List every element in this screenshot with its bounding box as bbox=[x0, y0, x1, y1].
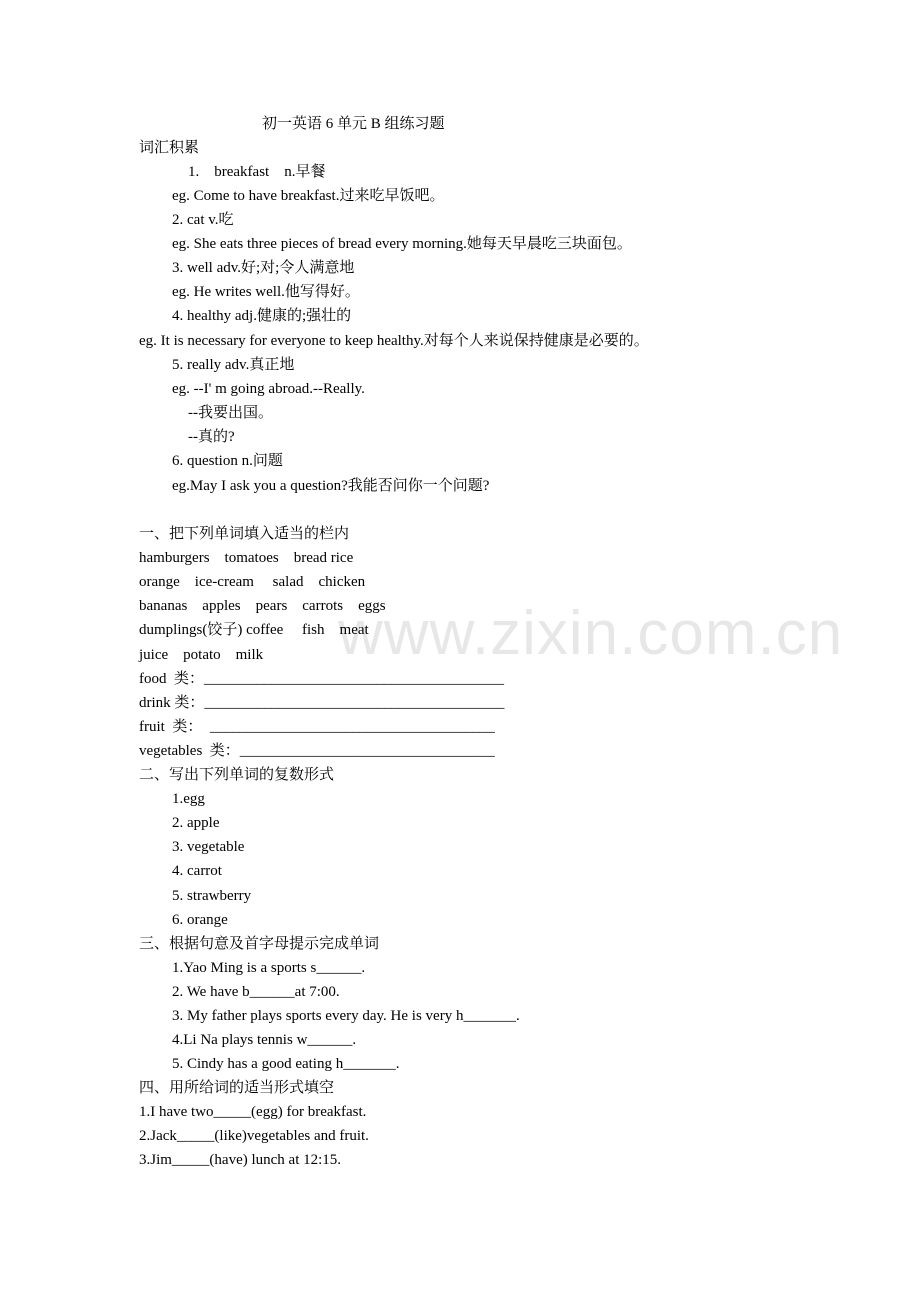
section1-heading: 一、把下列单词填入适当的栏内 bbox=[139, 526, 350, 542]
fill-letter-item: 5. Cindy has a good eating h_______. bbox=[172, 1056, 400, 1072]
vocab-line: 6. question n.问题 bbox=[172, 453, 283, 469]
plural-item: 3. vegetable bbox=[172, 839, 245, 855]
vocab-line: eg. Come to have breakfast.过来吃早饭吧。 bbox=[172, 188, 445, 204]
fill-letter-item: 3. My father plays sports every day. He is very h_______. bbox=[172, 1008, 520, 1024]
word-list-line: hamburgers tomatoes bread rice bbox=[139, 550, 354, 566]
word-list-line: orange ice-cream salad chicken bbox=[139, 574, 366, 590]
category-drink: drink 类：________________________________________ bbox=[139, 695, 505, 711]
vocab-heading: 词汇积累 bbox=[139, 140, 200, 156]
vocab-line: 5. really adv.真正地 bbox=[172, 357, 295, 373]
vocab-line: 3. well adv.好;对;令人满意地 bbox=[172, 260, 355, 276]
category-food: food 类：________________________________________ bbox=[139, 671, 504, 687]
fill-letter-item: 1.Yao Ming is a sports s______. bbox=[172, 960, 366, 976]
section3-heading: 三、根据句意及首字母提示完成单词 bbox=[139, 936, 380, 952]
fill-letter-item: 4.Li Na plays tennis w______. bbox=[172, 1032, 357, 1048]
vocab-line: eg. --I' m going abroad.--Really. bbox=[172, 381, 365, 397]
section2-heading: 二、写出下列单词的复数形式 bbox=[139, 767, 335, 783]
word-form-item: 2.Jack_____(like)vegetables and fruit. bbox=[139, 1128, 369, 1144]
vocab-line: eg. It is necessary for everyone to keep healthy.对每个人来说保持健康是必要的。 bbox=[139, 333, 649, 349]
category-fruit: fruit 类： ______________________________________ bbox=[139, 719, 495, 735]
word-form-item: 1.I have two_____(egg) for breakfast. bbox=[139, 1104, 367, 1120]
document-title: 初一英语 6 单元 B 组练习题 bbox=[262, 116, 445, 132]
plural-item: 4. carrot bbox=[172, 863, 222, 879]
word-list-line: bananas apples pears carrots eggs bbox=[139, 598, 386, 614]
category-vegetables: vegetables 类：__________________________________ bbox=[139, 743, 495, 759]
plural-item: 6. orange bbox=[172, 912, 228, 928]
section4-heading: 四、用所给词的适当形式填空 bbox=[139, 1080, 335, 1096]
vocab-line: eg.May I ask you a question?我能否问你一个问题? bbox=[172, 478, 490, 494]
word-list-line: juice potato milk bbox=[139, 647, 264, 663]
vocab-line: eg. He writes well.他写得好。 bbox=[172, 284, 360, 300]
word-form-item: 3.Jim_____(have) lunch at 12:15. bbox=[139, 1152, 342, 1168]
watermark: www.zixin.com.cn bbox=[338, 599, 844, 668]
vocab-line: eg. She eats three pieces of bread every morning.她每天早晨吃三块面包。 bbox=[172, 236, 632, 252]
plural-item: 5. strawberry bbox=[172, 888, 252, 904]
vocab-line: 4. healthy adj.健康的;强壮的 bbox=[172, 308, 352, 324]
vocab-line: --我要出国。 bbox=[188, 405, 273, 421]
vocab-line: 1. breakfast n.早餐 bbox=[188, 164, 326, 180]
fill-letter-item: 2. We have b______at 7:00. bbox=[172, 984, 340, 1000]
vocab-line: --真的? bbox=[188, 429, 235, 445]
plural-item: 2. apple bbox=[172, 815, 220, 831]
word-list-line: dumplings(饺子) coffee fish meat bbox=[139, 622, 369, 638]
vocab-line: 2. cat v.吃 bbox=[172, 212, 234, 228]
plural-item: 1.egg bbox=[172, 791, 205, 807]
